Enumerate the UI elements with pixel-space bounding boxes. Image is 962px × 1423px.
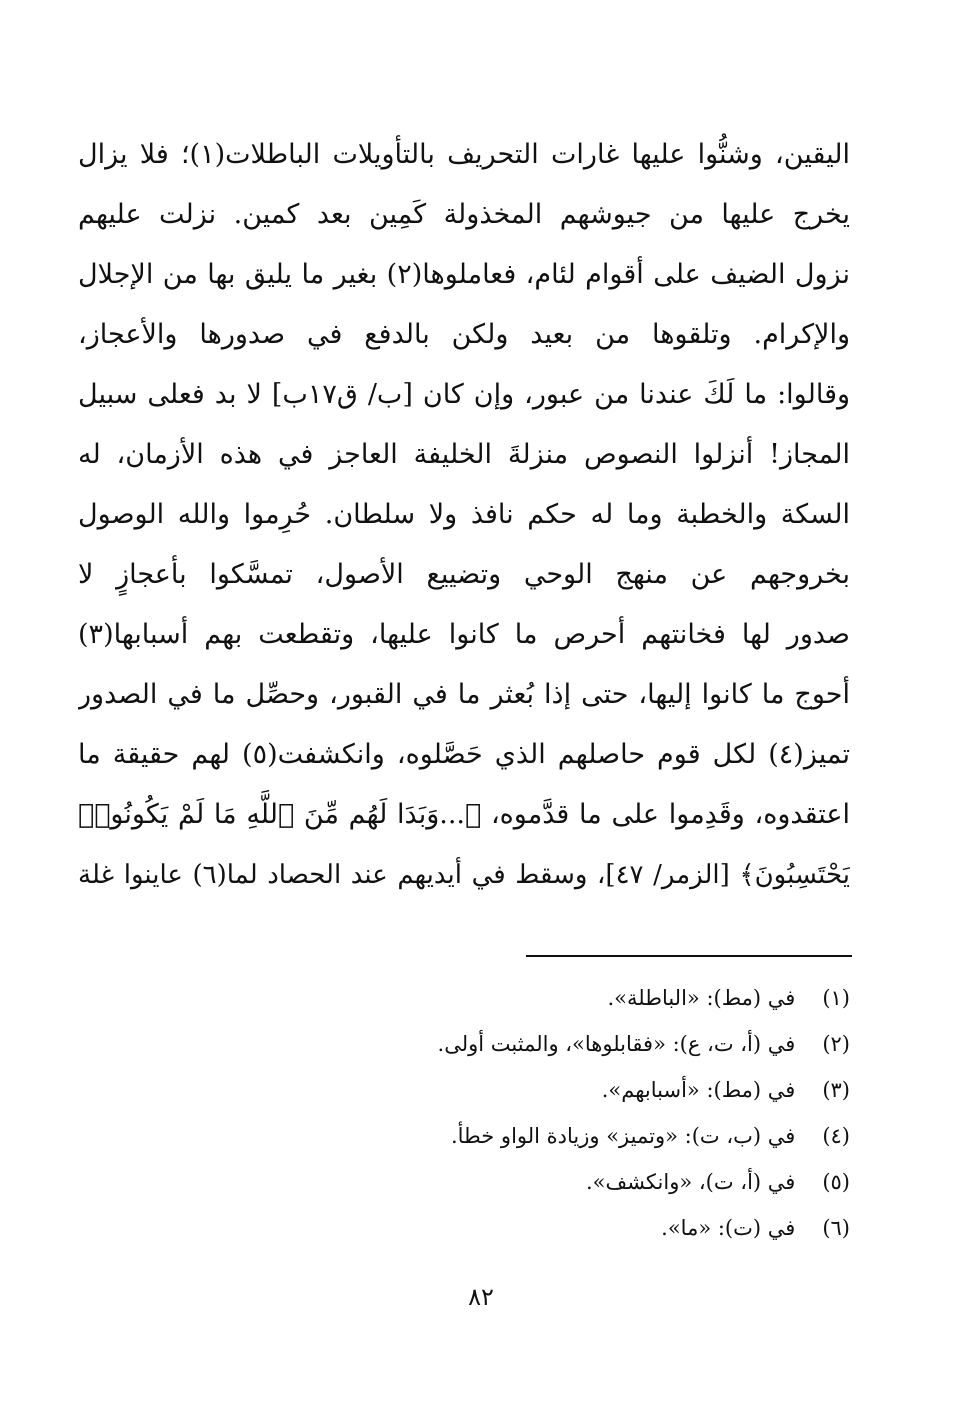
footnote	[150, 1113, 850, 1159]
footnote-number: (٥)	[822, 1170, 850, 1194]
footnote-text: في (أ، ت، ع): «فقابلوها»، والمثبت أولى.	[437, 1032, 796, 1056]
text-line: يخرج عليها من جيوشهم المخذولة كَمِين بعد كمين. نزلت عليهم	[78, 199, 850, 230]
footnote-number: (٢)	[822, 1032, 850, 1056]
text-line: والإكرام. وتلقوها من بعيد ولكن بالدفع في صدورها والأعجاز،	[78, 319, 850, 350]
footnote	[150, 1021, 850, 1067]
text-line: اعتقدوه، وقَدِموا على ما قدَّموه، ﴿...وَبَدَا لَهُم مِّنَ ٱللَّهِ مَا لَمْ يَكُونُوا۟	[78, 799, 850, 830]
text-line: أحوج ما كانوا إليها، حتى إذا بُعثر ما في القبور، وحصِّل ما في الصدور	[78, 679, 850, 710]
footnote-text: في (ت): «ما».	[661, 1216, 796, 1240]
text-line: بخروجهم عن منهج الوحي وتضييع الأصول، تمسَّكوا بأعجازٍ لا	[78, 559, 850, 590]
footnote-number: (١)	[822, 986, 850, 1010]
text-line: صدور لها فخانتهم أحرص ما كانوا عليها، وتقطعت بهم أسبابها(٣)	[78, 619, 850, 650]
footnote-number: (٦)	[822, 1216, 850, 1240]
text-line: تميز(٤) لكل قوم حاصلهم الذي حَصَّلوه، وانكشفت(٥) لهم حقيقة ما	[78, 739, 850, 770]
text-line: السكة والخطبة وما له حكم نافذ ولا سلطان. حُرِموا والله الوصول	[78, 499, 850, 530]
footnote-text: في (مط): «أسبابهم».	[601, 1078, 796, 1102]
footnote	[150, 1205, 850, 1251]
text-line: اليقين، وشنُّوا عليها غارات التحريف بالتأويلات الباطلات(١)؛ فلا يزال	[78, 139, 850, 170]
text-line: نزول الضيف على أقوام لئام، فعاملوها(٢) بغير ما يليق بها من الإجلال	[78, 259, 850, 290]
footnote-text: في (ب، ت): «وتميز» وزيادة الواو خطأ.	[450, 1124, 796, 1148]
text-line: يَحْتَسِبُونَ﴾ [الزمر/ ٤٧]، وسقط في أيديهم عند الحصاد لما(٦) عاينوا غلة	[78, 860, 850, 890]
footnotes-block	[150, 975, 850, 1251]
text-line: وقالوا: ما لَكَ عندنا من عبور، وإن كان [ب/ ق١٧ب] لا بد فعلى سبيل	[78, 379, 850, 410]
footnote	[150, 1067, 850, 1113]
footnote-separator	[526, 955, 852, 957]
page-number: ٨٢	[468, 1283, 494, 1311]
text-line: المجاز! أنزلوا النصوص منزلةَ الخليفة العاجز في هذه الأزمان، له	[78, 439, 850, 470]
footnote-number: (٣)	[822, 1078, 850, 1102]
footnote	[150, 975, 850, 1021]
footnote-text: في (مط): «الباطلة».	[607, 986, 796, 1010]
footnote	[150, 1159, 850, 1205]
main-text-block	[78, 125, 850, 905]
footnote-text: في (أ، ت)، «وانكشف».	[585, 1170, 796, 1194]
footnote-number: (٤)	[822, 1124, 850, 1148]
